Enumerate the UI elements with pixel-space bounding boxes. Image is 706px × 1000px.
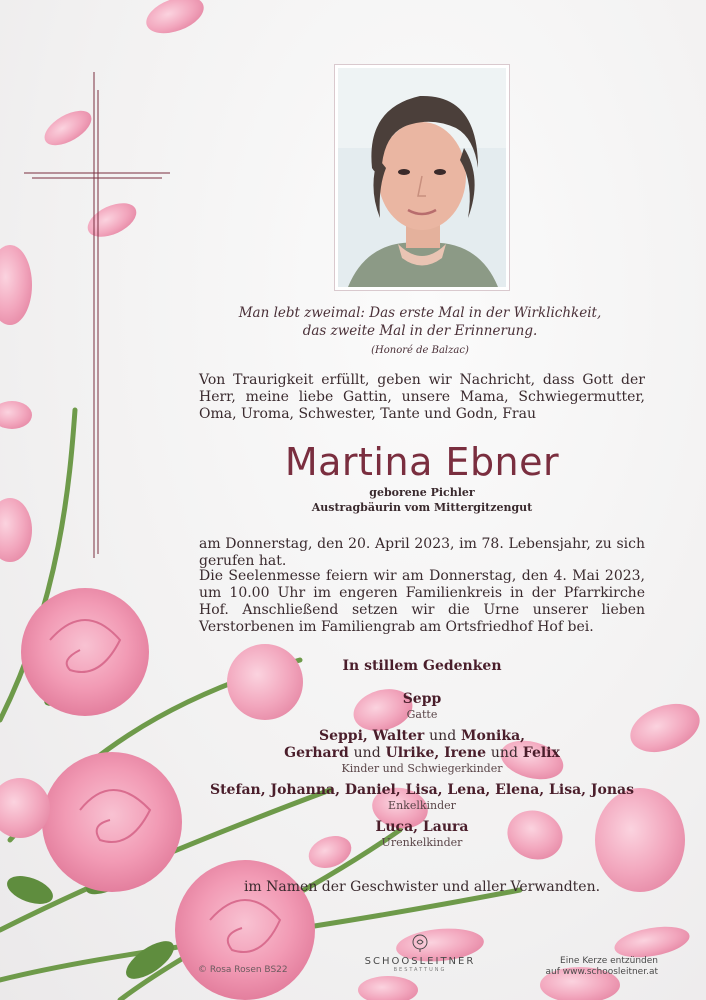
quote-author: (Honoré de Balzac)	[371, 345, 469, 356]
portrait-photo	[338, 68, 506, 287]
deceased-title: Austragbäurin vom Mittergitzengut	[311, 501, 533, 514]
mourner-names: Luca, Laura	[375, 819, 469, 835]
quote-line-1: Man lebt zweimal: Das erste Mal in der Wirklichkeit,	[238, 305, 602, 321]
rose-logo-icon	[411, 934, 429, 952]
cross-icon	[22, 70, 172, 560]
portrait-frame	[334, 64, 510, 291]
maiden-name: geborene Pichler	[369, 486, 475, 499]
funeral-home-logo	[360, 934, 480, 973]
candle-url[interactable]: auf www.schoosleitner.at	[545, 967, 658, 977]
mourner-relation: Kinder und Schwiegerkinder	[341, 762, 503, 775]
mourner-names: Stefan, Johanna, Daniel, Lisa, Lena, Elena, Lisa, Jonas	[209, 782, 635, 798]
mourner-names: Seppi, Walter und Monika,	[318, 728, 526, 744]
candle-link[interactable]	[528, 956, 658, 978]
death-notice: am Donnerstag, den 20. April 2023, im 78. Lebensjahr, zu sich gerufen hat.	[199, 536, 645, 569]
mourner-names: Gerhard und Ulrike, Irene und Felix	[284, 745, 560, 761]
image-credit: © Rosa Rosen BS22	[198, 965, 288, 975]
mourners-list	[199, 658, 645, 856]
mourner-names: Sepp	[402, 691, 442, 707]
quote-line-2: das zweite Mal in der Erinnerung.	[302, 323, 538, 339]
mourners-heading: In stillem Gedenken	[342, 658, 502, 674]
memorial-quote	[220, 304, 620, 358]
mass-notice: Die Seelenmesse feiern wir am Donnerstag, den 4. Mai 2023, um 10.00 Uhr im engeren Familienkreis in der Pfarrkirche Hof. Anschließend setzen wir die Urne unserer lieben Verstorbenen im Familiengrab am Ortsfriedhof Hof bei.	[199, 568, 645, 635]
mourner-relation: Enkelkinder	[388, 799, 456, 812]
mourner-relation: Gatte	[406, 708, 438, 721]
deceased-name: Martina Ebner	[284, 440, 560, 484]
logo-name: SCHOOSLEITNER	[364, 956, 476, 967]
intro-text: Von Traurigkeit erfüllt, geben wir Nachricht, dass Gott der Herr, meine liebe Gattin, unsere Mama, Schwiegermutter, Oma, Uroma, Schwester, Tante und Godn, Frau	[199, 372, 645, 422]
closing-line: im Namen der Geschwister und aller Verwandten.	[243, 879, 601, 895]
candle-text: Eine Kerze entzünden	[560, 956, 658, 966]
logo-subtitle: BESTATTUNG	[393, 967, 447, 973]
mourner-relation: Urenkelkinder	[381, 836, 463, 849]
